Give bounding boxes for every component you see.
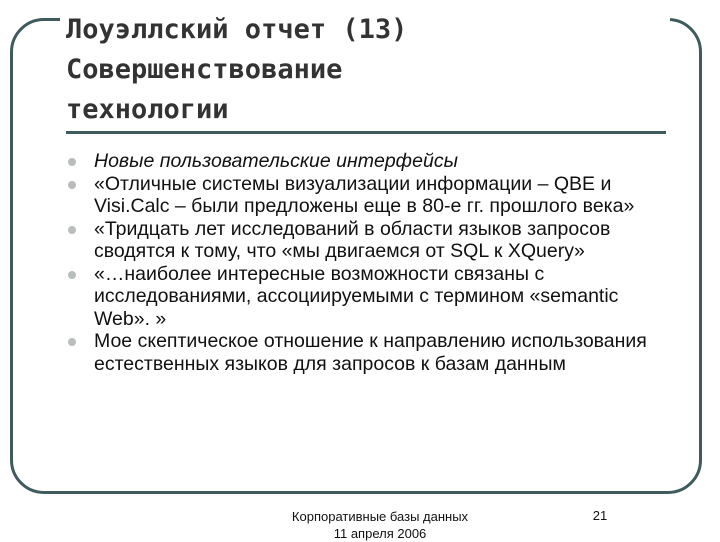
bullet-text: Мое скептическое отношение к направлению использования естественных языков для запросов к базам данным	[94, 330, 647, 375]
slide-title	[66, 10, 666, 130]
title-rule	[66, 131, 666, 134]
bullet-dot-icon	[68, 338, 76, 346]
bullet-dot-icon	[68, 181, 76, 189]
bullet-dot-icon	[68, 158, 76, 166]
title-line: технологии	[66, 94, 229, 125]
bullet-item	[66, 263, 666, 331]
bullet-text: Новые пользовательские интерфейсы	[94, 150, 458, 172]
bullet-list	[66, 150, 666, 375]
bullet-item	[66, 173, 666, 218]
bullet-text: «Тридцать лет исследований в области языков запросов сводятся к тому, что «мы двигаемся от SQL к XQuery»	[94, 217, 611, 262]
footer	[270, 508, 490, 542]
footer-title: Корпоративные базы данных	[291, 509, 469, 524]
bullet-text: «Отличные системы визуализации информации – QBE и Visi.Calc – были предложены еще в 80-е гг. прошлого века»	[94, 172, 635, 217]
bullet-text: «…наиболее интересные возможности связаны с исследованиями, ассоциируемыми с термином «semantic Web». »	[94, 262, 619, 330]
bullet-dot-icon	[68, 226, 76, 234]
footer-date: 11 апреля 2006	[333, 526, 427, 541]
bullet-dot-icon	[68, 271, 76, 279]
page-number: 21	[592, 508, 608, 523]
bullet-item	[66, 150, 666, 173]
bullet-item	[66, 330, 666, 375]
bullet-item	[66, 218, 666, 263]
title-line: Лоуэллский отчет (13)	[66, 14, 408, 45]
title-line: Совершенствование	[66, 54, 343, 85]
